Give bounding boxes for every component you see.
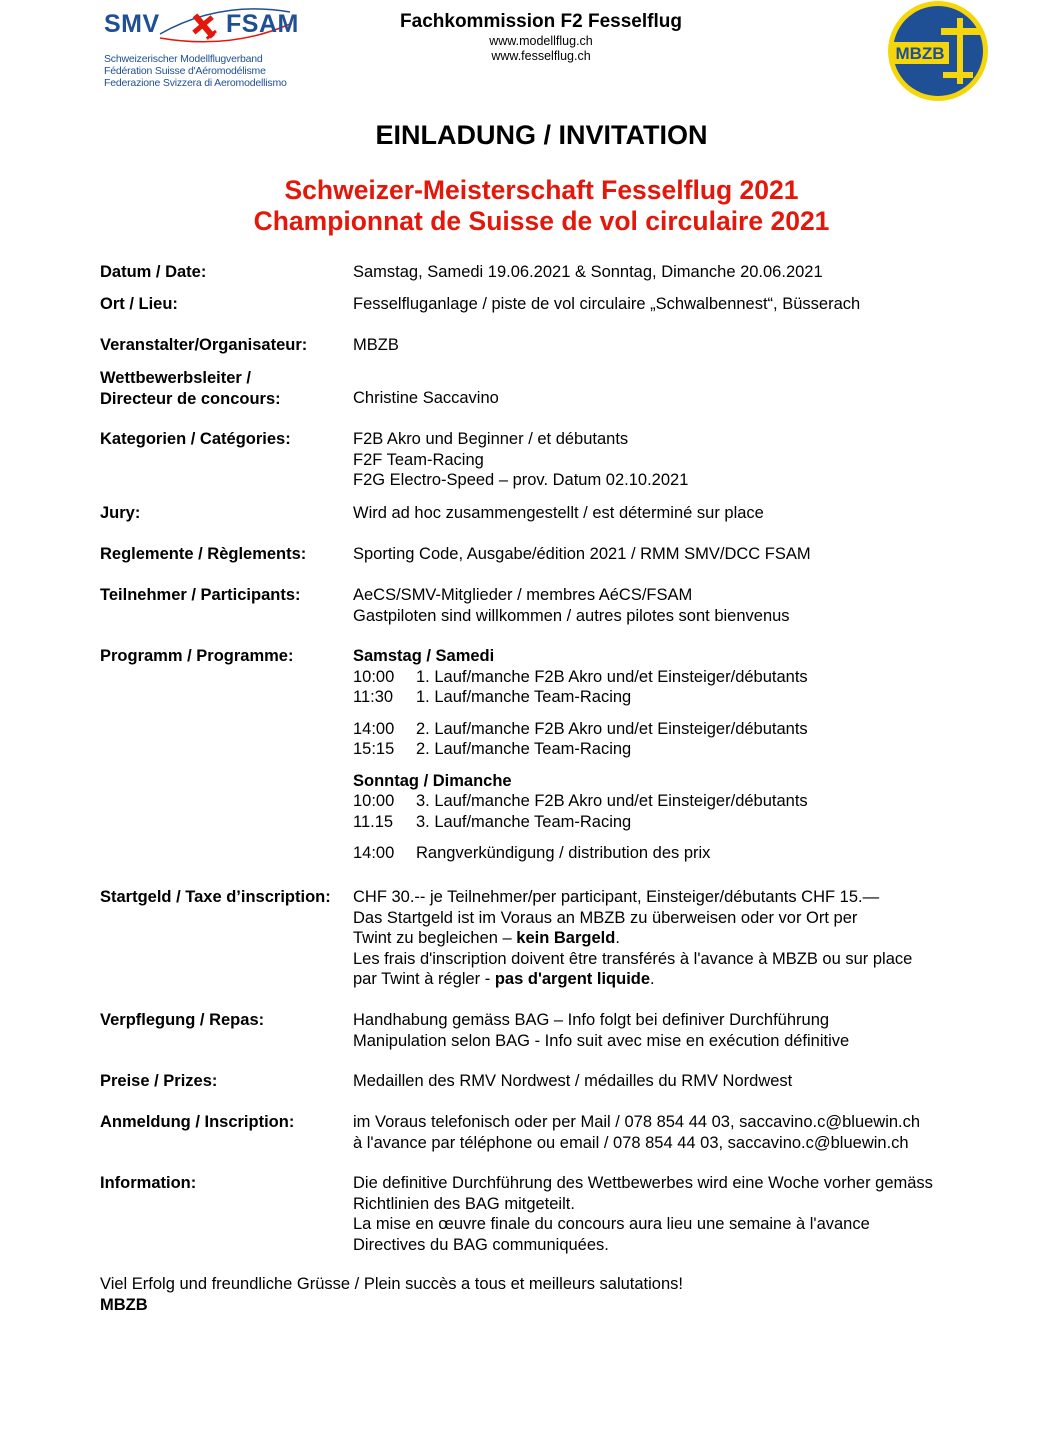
- fee-payment-de: Das Startgeld ist im Voraus an MBZB zu überweisen oder vor Ort per: [353, 908, 858, 927]
- smv-logo-line-fr: Fédération Suisse d'Aéromodélisme: [104, 65, 266, 77]
- document-title: EINLADUNG / INVITATION: [375, 120, 708, 150]
- information-de-2: Richtlinien des BAG mitgeteilt.: [353, 1194, 575, 1213]
- program-time: 11.15: [353, 812, 394, 831]
- program-time: 14:00: [353, 719, 395, 738]
- program-text: 2. Lauf/manche F2B Akro und/et Einsteiger/débutants: [416, 719, 808, 738]
- program-text: 3. Lauf/manche Team-Racing: [416, 812, 632, 831]
- smv-logo-line-it: Federazione Svizzera di Aeromodellismo: [104, 77, 287, 89]
- program-label: Programm / Programme:: [100, 647, 294, 665]
- program-time: 10:00: [353, 667, 395, 686]
- jury-value: Wird ad hoc zusammengestellt / est déterminé sur place: [353, 504, 764, 522]
- smv-fsam-logo: [100, 4, 300, 88]
- registration-de: im Voraus telefonisch oder per Mail / 078 854 44 03, saccavino.c@bluewin.ch: [353, 1113, 921, 1131]
- date-value: Samstag, Samedi 19.06.2021 & Sonntag, Dimanche 20.06.2021: [353, 263, 823, 281]
- category-f2b: F2B Akro und Beginner / et débutants: [353, 430, 629, 448]
- participants-guests: Gastpiloten sind willkommen / autres pilotes sont bienvenus: [353, 606, 790, 625]
- location-value: Fesselfluganlage / piste de vol circulaire „Schwalbennest“, Büsserach: [353, 295, 861, 313]
- registration-fr: à l'avance par téléphone ou email / 078 854 44 03, saccavino.c@bluewin.ch: [353, 1133, 909, 1152]
- registration-value: [353, 1112, 920, 1153]
- program-text: 1. Lauf/manche Team-Racing: [416, 688, 632, 706]
- mbzb-logo: [879, 0, 997, 102]
- closing-greeting: Viel Erfolg und freundliche Grüsse / Plein succès a tous et meilleurs salutations!: [100, 1275, 683, 1293]
- program-item: [353, 739, 808, 760]
- fee-no-cash-fr: pas d'argent liquide: [494, 970, 651, 988]
- header-title: Fachkommission F2 Fesselflug: [400, 11, 682, 32]
- date-label: Datum / Date:: [100, 263, 207, 281]
- participants-label: Teilnehmer / Participants:: [100, 586, 301, 604]
- program-item: [353, 791, 808, 812]
- closing: [100, 1274, 683, 1315]
- organizer-value: MBZB: [353, 336, 399, 354]
- program-time: 10:00: [353, 792, 395, 810]
- director-label: [100, 368, 281, 409]
- fee-text: Twint zu begleichen –: [353, 929, 517, 947]
- fee-payment-fr: Les frais d'inscription doivent être transférés à l'avance à MBZB ou sur place: [353, 949, 913, 968]
- fee-no-cash-de: kein Bargeld: [516, 929, 616, 947]
- header-center: [330, 10, 752, 64]
- header-url-fesselflug: www.fesselflug.ch: [491, 49, 591, 63]
- information-label: Information:: [100, 1174, 197, 1192]
- director-label-de: Wettbewerbsleiter /: [100, 369, 251, 387]
- information-de-1: Die definitive Durchführung des Wettbewerbes wird eine Woche vorher gemäss: [353, 1174, 933, 1192]
- program-item: [353, 812, 808, 833]
- program-item: [353, 719, 808, 740]
- program-time: 14:00: [353, 844, 395, 862]
- program-text: 1. Lauf/manche F2B Akro und/et Einsteiger/débutants: [416, 667, 808, 686]
- catering-label: Verpflegung / Repas:: [100, 1011, 265, 1029]
- catering-de: Handhabung gemäss BAG – Info folgt bei definiver Durchführung: [353, 1011, 830, 1029]
- category-f2g: F2G Electro-Speed – prov. Datum 02.10.2021: [353, 471, 689, 489]
- fee-amounts: CHF 30.-- je Teilnehmer/per participant, Einsteiger/débutants CHF 15.—: [353, 888, 880, 906]
- information-fr-1: La mise en œuvre finale du concours aura lieu une semaine à l'avance: [353, 1215, 870, 1233]
- fsam-logo-word: FSAM: [226, 10, 299, 38]
- program-text: 3. Lauf/manche F2B Akro und/et Einsteiger/débutants: [416, 792, 808, 810]
- program-value: [353, 646, 808, 864]
- program-item: [353, 843, 808, 864]
- fee-payment-de-2: [353, 928, 912, 949]
- director-label-fr: Directeur de concours:: [100, 389, 281, 408]
- event-title-de: Schweizer-Meisterschaft Fesselflug 2021: [284, 175, 799, 205]
- event-title: [0, 175, 1056, 237]
- information-fr-2: Directives du BAG communiquées.: [353, 1235, 609, 1254]
- prizes-label: Preise / Prizes:: [100, 1072, 218, 1090]
- registration-label: Anmeldung / Inscription:: [100, 1113, 295, 1131]
- program-item: [353, 687, 808, 708]
- closing-signature: MBZB: [100, 1295, 148, 1314]
- rules-value: Sporting Code, Ausgabe/édition 2021 / RMM SMV/DCC FSAM: [353, 545, 811, 563]
- event-title-fr: Championnat de Suisse de vol circulaire 2021: [253, 206, 830, 236]
- header-url-modellflug: www.modellflug.ch: [489, 34, 593, 48]
- categories-value: [353, 429, 688, 491]
- information-value: [353, 1173, 933, 1255]
- program-time: 11:30: [353, 688, 394, 706]
- category-f2f: F2F Team-Racing: [353, 450, 484, 469]
- director-value: Christine Saccavino: [353, 389, 499, 407]
- smv-logo-word: SMV: [104, 10, 160, 38]
- prizes-value: Medaillen des RMV Nordwest / médailles du RMV Nordwest: [353, 1072, 793, 1090]
- smv-logo-line-de: Schweizerischer Modellflugverband: [104, 53, 263, 65]
- fee-value: [353, 887, 912, 990]
- participants-value: [353, 585, 790, 626]
- fee-text: .: [615, 929, 620, 947]
- fee-text: par Twint à régler -: [353, 970, 495, 988]
- program-sunday-heading: Sonntag / Dimanche: [353, 771, 512, 790]
- categories-label: Kategorien / Catégories:: [100, 430, 291, 448]
- mbzb-logo-text: MBZB: [895, 44, 945, 63]
- organizer-label: Veranstalter/Organisateur:: [100, 336, 308, 354]
- participants-members: AeCS/SMV-Mitglieder / membres AéCS/FSAM: [353, 586, 693, 604]
- location-label: Ort / Lieu:: [100, 295, 178, 313]
- program-text: Rangverkündigung / distribution des prix: [416, 844, 711, 862]
- jury-label: Jury:: [100, 504, 141, 522]
- rules-label: Reglemente / Règlements:: [100, 545, 307, 563]
- program-text: 2. Lauf/manche Team-Racing: [416, 740, 632, 758]
- program-time: 15:15: [353, 740, 395, 758]
- fee-label: Startgeld / Taxe d’inscription:: [100, 888, 331, 906]
- catering-value: [353, 1010, 849, 1051]
- program-saturday-heading: Samstag / Samedi: [353, 647, 495, 665]
- fee-payment-fr-2: [353, 969, 912, 990]
- mbzb-logo-icon: [879, 0, 997, 102]
- program-item: [353, 667, 808, 688]
- catering-fr: Manipulation selon BAG - Info suit avec mise en exécution définitive: [353, 1031, 850, 1050]
- fee-text: .: [650, 970, 655, 988]
